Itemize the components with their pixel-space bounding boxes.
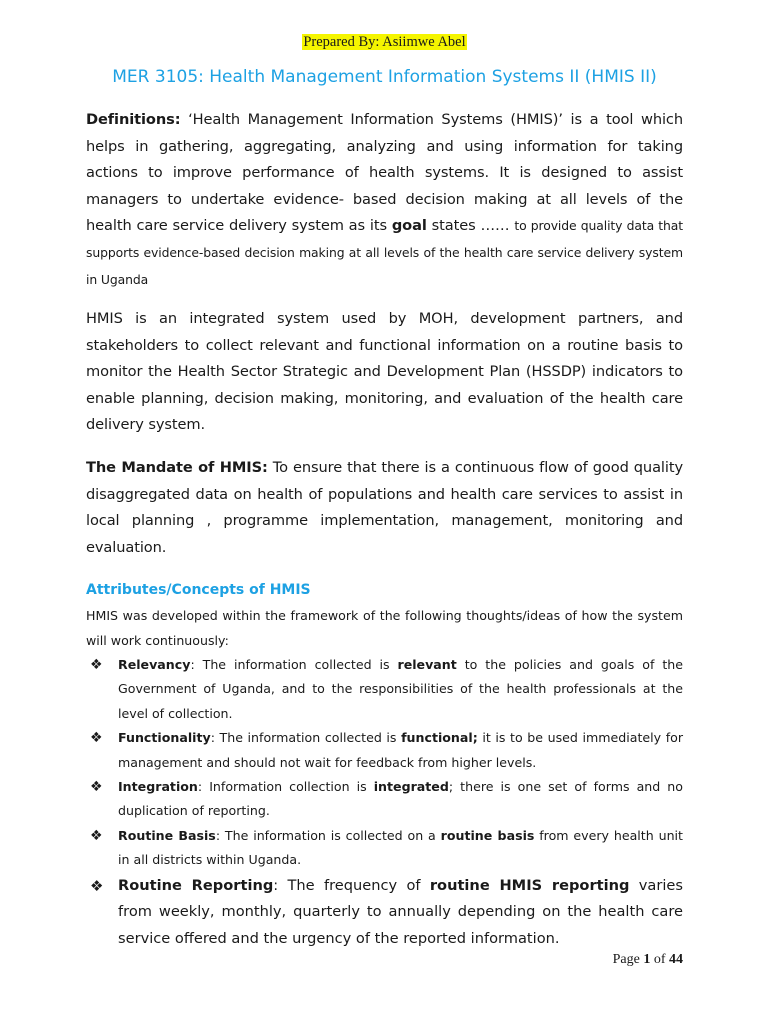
item-term: Functionality	[118, 730, 211, 746]
page-number	[613, 951, 683, 969]
goal-word: goal	[391, 217, 427, 235]
item-text: : The information collected is	[190, 657, 398, 672]
attributes-list	[86, 653, 683, 953]
mandate-paragraph	[86, 455, 683, 561]
item-key: routine HMIS reporting	[429, 876, 630, 894]
definitions-paragraph	[86, 107, 683, 293]
attributes-heading: Attributes/Concepts of HMIS	[86, 582, 311, 598]
list-item	[86, 726, 683, 775]
item-key: integrated	[373, 779, 449, 795]
item-text: : The frequency of	[273, 876, 430, 894]
item-text: : Information collection is	[197, 779, 374, 795]
list-item	[86, 873, 683, 953]
goal-statement: to provide quality data that supports evidence-based decision making at all levels of the health care service delivery system in Uganda	[86, 218, 684, 287]
of-word: of	[650, 952, 669, 967]
mandate-text: To ensure that there is a continuous flow of good quality disaggregated data on health of populations and health care services to assist in local planning , programme implementation, management, monitoring and evaluation.	[86, 459, 683, 556]
item-text: : The information is collected on a	[215, 827, 441, 843]
item-text: : The information collected is	[210, 730, 402, 746]
item-term: Relevancy	[118, 657, 191, 672]
item-key: relevant	[397, 657, 457, 672]
item-text: it is to be used immediately for management and should not wait for feedback from higher levels.	[118, 730, 684, 770]
definitions-label: Definitions:	[86, 111, 181, 128]
item-text: ; there is one set of forms and no duplication of reporting.	[118, 779, 683, 819]
diamond-bullet-icon: ❖	[90, 730, 103, 747]
current-page: 1	[643, 952, 651, 967]
diamond-bullet-icon: ❖	[90, 827, 103, 844]
item-text: from every health unit in all districts within Uganda.	[118, 827, 683, 868]
diamond-bullet-icon: ❖	[90, 657, 103, 673]
item-text: to the policies and goals of the Government of Uganda, and to the responsibilities of the health professionals at the level of collection.	[118, 657, 683, 721]
item-key: functional;	[401, 730, 478, 746]
list-item	[86, 824, 683, 873]
definitions-states: states ……	[426, 217, 515, 235]
definitions-text: ‘Health Management Information Systems (HMIS)’ is a tool which helps in gathering, aggregating, analyzing and using information for taking actions to improve performance of health systems. It is designed to assist managers to undertake evidence- based decision making at all levels of the health care service delivery system as its	[86, 111, 683, 235]
diamond-bullet-icon: ❖	[90, 876, 104, 895]
item-term: Integration	[118, 779, 198, 795]
item-text: varies from weekly, monthly, quarterly to annually depending on the health care service offered and the urgency of the reported information.	[118, 876, 684, 948]
item-term: Routine Basis	[118, 827, 216, 843]
prepared-by-line	[86, 33, 683, 51]
item-key: routine basis	[440, 827, 535, 843]
list-item	[86, 653, 683, 726]
total-pages: 44	[669, 952, 683, 967]
diamond-bullet-icon: ❖	[90, 779, 103, 796]
document-title: MER 3105: Health Management Information Systems II (HMIS II)	[112, 67, 657, 87]
hmis-paragraph: HMIS is an integrated system used by MOH, development partners, and stakeholders to collect relevant and functional information on a routine basis to monitor the Health Sector Strategic and Development Plan (HSSDP) indicators to enable planning, decision making, monitoring, and evaluation of the health care delivery system.	[86, 310, 683, 434]
mandate-label: The Mandate of HMIS:	[86, 459, 268, 476]
attributes-intro: HMIS was developed within the framework of the following thoughts/ideas of how the system will work continuously:	[86, 608, 683, 648]
item-term: Routine Reporting	[118, 876, 274, 894]
prepared-by-highlight: Prepared By: Asiimwe Abel	[303, 34, 466, 50]
list-item	[86, 775, 683, 824]
page-word: Page	[612, 952, 644, 967]
